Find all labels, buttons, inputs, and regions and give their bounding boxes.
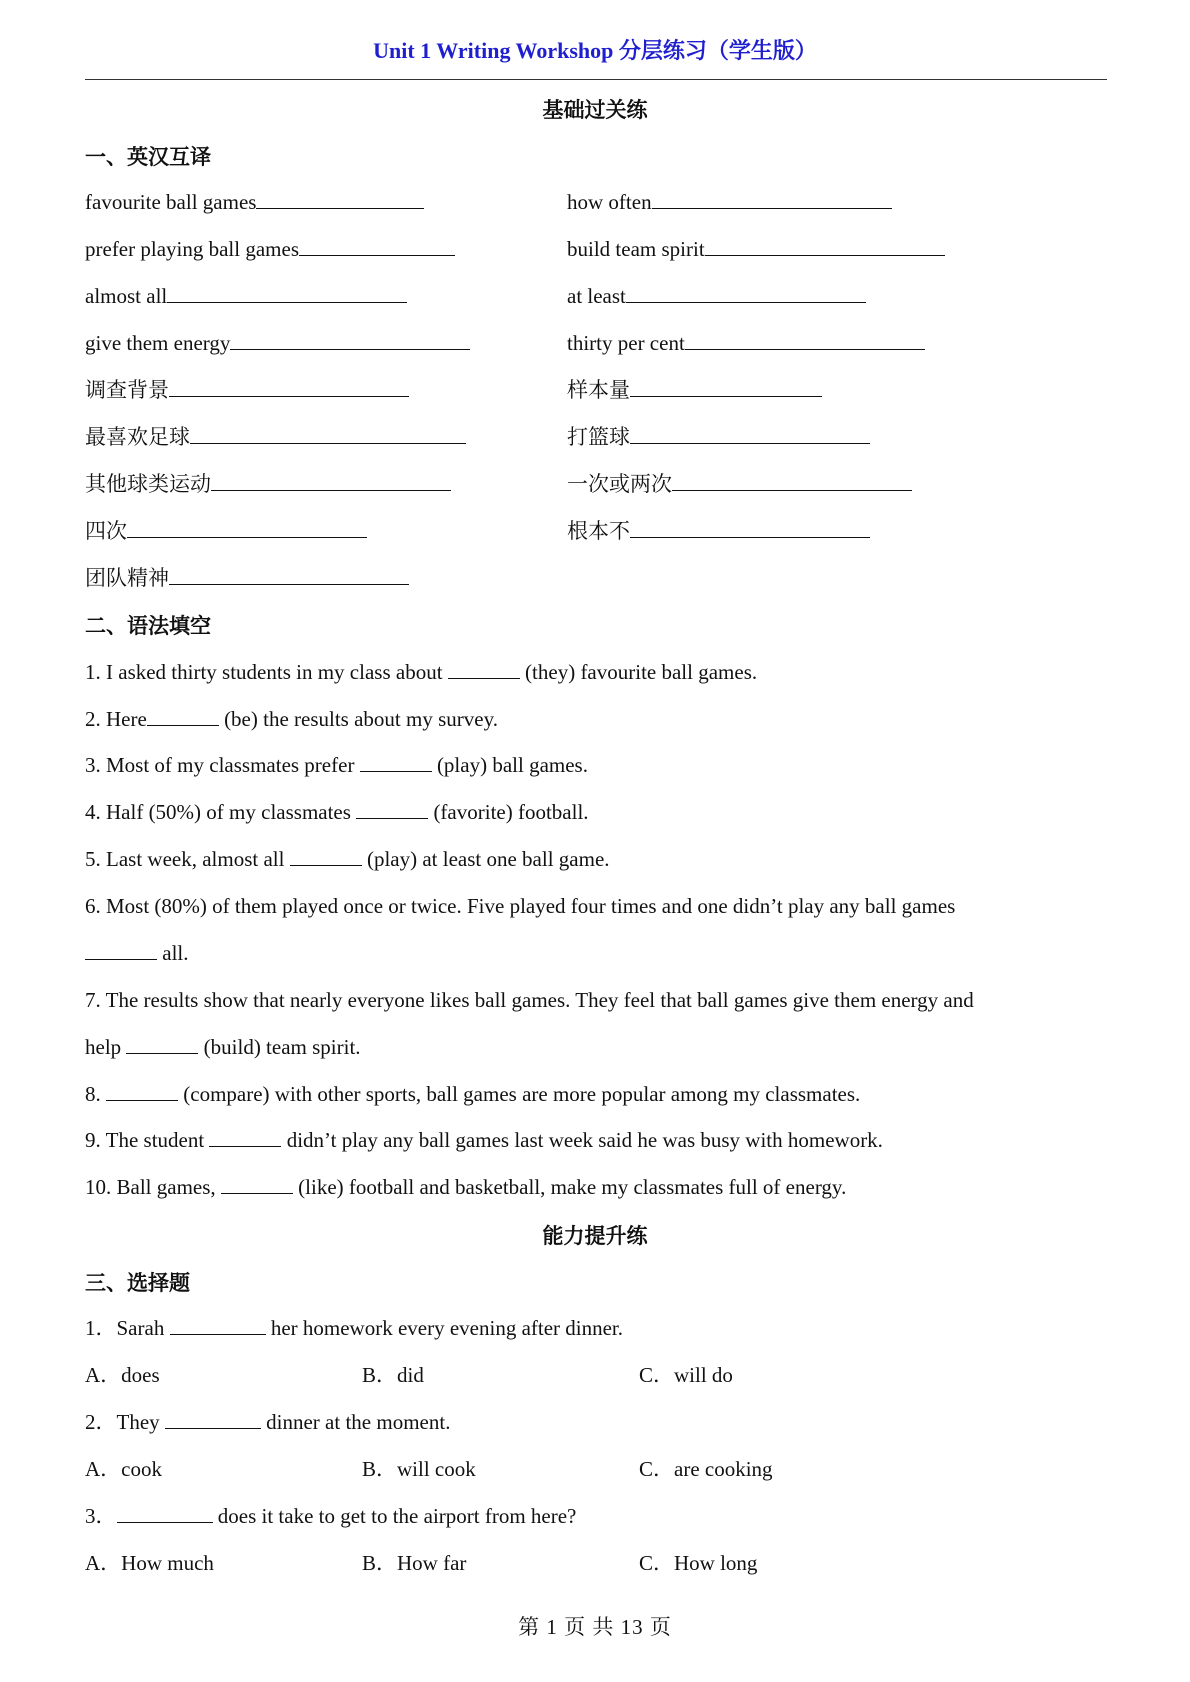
mc-option-c[interactable]: C．are cooking — [639, 1457, 773, 1481]
section1-title: 一、英汉互译 — [85, 145, 211, 169]
vocab-item: prefer playing ball games — [85, 235, 455, 263]
vocab-item: almost all — [85, 282, 407, 310]
vocab-item: at least — [567, 282, 866, 310]
answer-blank[interactable] — [169, 376, 409, 397]
mc-option-a[interactable]: A．cook — [85, 1457, 162, 1481]
answer-blank[interactable] — [127, 517, 367, 538]
mc-question: 3． does it take to get to the airport from here? — [85, 1504, 577, 1528]
vocab-item: favourite ball games — [85, 188, 424, 216]
answer-blank[interactable] — [147, 705, 219, 726]
vocab-item: 团队精神 — [85, 564, 409, 592]
answer-blank[interactable] — [685, 329, 925, 350]
level1-title: 基础过关练 — [542, 98, 648, 122]
answer-blank[interactable] — [356, 798, 428, 819]
vocab-item: 四次 — [85, 517, 367, 545]
grammar-question: 7. The results show that nearly everyone likes ball games. They feel that ball games give them energy and — [85, 988, 974, 1012]
vocab-item: how often — [567, 188, 892, 216]
vocab-item: give them energy — [85, 329, 470, 357]
document-title: Unit 1 Writing Workshop 分层练习（学生版） — [373, 38, 817, 63]
answer-blank[interactable] — [630, 517, 870, 538]
mc-option-a[interactable]: A．How much — [85, 1551, 214, 1575]
answer-blank[interactable] — [256, 188, 424, 209]
vocab-item: 样本量 — [567, 376, 822, 404]
vocab-item: 根本不 — [567, 517, 870, 545]
answer-blank[interactable] — [169, 564, 409, 585]
answer-blank[interactable] — [299, 235, 455, 256]
vocab-item: 最喜欢足球 — [85, 423, 466, 451]
vocab-item: 打篮球 — [567, 423, 870, 451]
answer-blank[interactable] — [360, 751, 432, 772]
mc-question: 2．They dinner at the moment. — [85, 1410, 451, 1434]
mc-option-c[interactable]: C．How long — [639, 1551, 758, 1575]
grammar-question: 4. Half (50%) of my classmates (favorite) football. — [85, 800, 589, 824]
vocab-item: build team spirit — [567, 235, 945, 263]
answer-blank[interactable] — [448, 658, 520, 679]
vocab-item: 其他球类运动 — [85, 470, 451, 498]
answer-blank[interactable] — [630, 376, 822, 397]
answer-blank[interactable] — [290, 845, 362, 866]
vocab-item: 一次或两次 — [567, 470, 912, 498]
answer-blank[interactable] — [170, 1314, 266, 1335]
answer-blank[interactable] — [211, 470, 451, 491]
mc-option-b[interactable]: B．How far — [362, 1551, 467, 1575]
grammar-question: 8. (compare) with other sports, ball games are more popular among my classmates. — [85, 1082, 861, 1106]
mc-option-b[interactable]: B．did — [362, 1363, 424, 1387]
answer-blank[interactable] — [167, 282, 407, 303]
mc-option-a[interactable]: A．does — [85, 1363, 160, 1387]
answer-blank[interactable] — [221, 1173, 293, 1194]
answer-blank[interactable] — [126, 1033, 198, 1054]
grammar-question: 5. Last week, almost all (play) at least one ball game. — [85, 847, 610, 871]
mc-option-b[interactable]: B．will cook — [362, 1457, 476, 1481]
grammar-question: 6. Most (80%) of them played once or twice. Five played four times and one didn’t play any ball games — [85, 894, 956, 918]
answer-blank[interactable] — [85, 939, 157, 960]
grammar-question: 2. Here (be) the results about my survey. — [85, 707, 498, 731]
page-number: 第 1 页 共 13 页 — [518, 1615, 672, 1639]
vocab-item: 调查背景 — [85, 376, 409, 404]
answer-blank[interactable] — [705, 235, 945, 256]
answer-blank[interactable] — [106, 1080, 178, 1101]
answer-blank[interactable] — [626, 282, 866, 303]
answer-blank[interactable] — [652, 188, 892, 209]
grammar-question: 9. The student didn’t play any ball games last week said he was busy with homework. — [85, 1128, 883, 1152]
header-divider — [85, 79, 1107, 80]
grammar-question: 10. Ball games, (like) football and basketball, make my classmates full of energy. — [85, 1175, 847, 1199]
mc-question: 1．Sarah her homework every evening after dinner. — [85, 1316, 624, 1340]
answer-blank[interactable] — [190, 423, 466, 444]
answer-blank[interactable] — [630, 423, 870, 444]
grammar-question-cont: help (build) team spirit. — [85, 1035, 361, 1059]
section2-title: 二、语法填空 — [85, 614, 211, 638]
answer-blank[interactable] — [117, 1502, 213, 1523]
mc-option-c[interactable]: C．will do — [639, 1363, 733, 1387]
section3-title: 三、选择题 — [85, 1271, 190, 1295]
grammar-question: 3. Most of my classmates prefer (play) ball games. — [85, 753, 588, 777]
answer-blank[interactable] — [165, 1408, 261, 1429]
level2-title: 能力提升练 — [542, 1224, 648, 1248]
answer-blank[interactable] — [230, 329, 470, 350]
answer-blank[interactable] — [672, 470, 912, 491]
vocab-item: thirty per cent — [567, 329, 925, 357]
grammar-question-cont: all. — [85, 939, 189, 967]
answer-blank[interactable] — [209, 1126, 281, 1147]
grammar-question: 1. I asked thirty students in my class about (they) favourite ball games. — [85, 660, 758, 684]
